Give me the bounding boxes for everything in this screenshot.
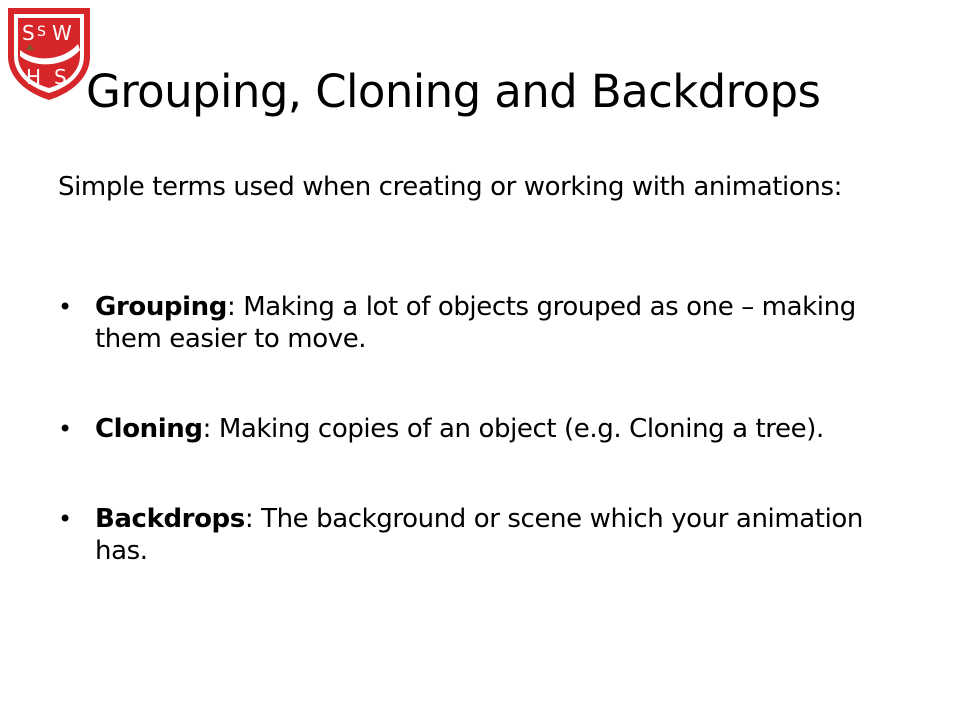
bullet-term: Backdrops <box>95 504 245 534</box>
bullet-text: : The background or scene which your animation has. <box>95 504 864 566</box>
bullet-backdrops <box>58 503 918 567</box>
bullet-text: : Making copies of an object (e.g. Cloning a tree). <box>202 414 824 444</box>
intro-text: Simple terms used when creating or working with animations: <box>58 172 842 202</box>
slide-title: Grouping, Cloning and Backdrops <box>86 65 821 118</box>
school-crest-logo <box>4 4 94 102</box>
bullet-grouping <box>58 291 918 355</box>
svg-text:H: H <box>26 65 42 89</box>
svg-text:S: S <box>22 21 35 45</box>
svg-text:W: W <box>52 21 72 45</box>
bullet-list <box>58 291 918 625</box>
bullet-cloning <box>58 413 918 445</box>
svg-text:S: S <box>37 24 46 40</box>
shield-icon <box>4 4 94 102</box>
bullet-term: Cloning <box>95 414 203 444</box>
svg-text:S: S <box>54 65 67 89</box>
bullet-text: : Making a lot of objects grouped as one – making them easier to move. <box>95 292 856 354</box>
bullet-term: Grouping <box>95 292 227 322</box>
